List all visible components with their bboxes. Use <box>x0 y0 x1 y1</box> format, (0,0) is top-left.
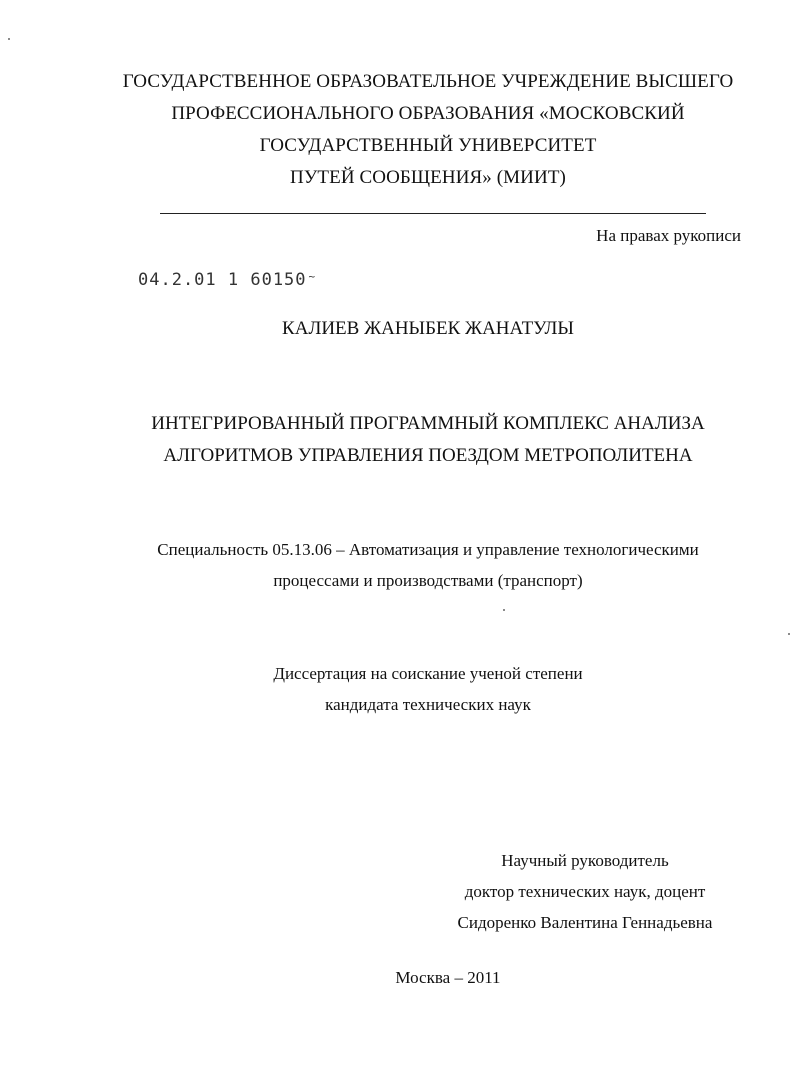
scan-speck <box>503 609 505 611</box>
supervisor-rank: доктор технических наук, доцент <box>464 882 706 901</box>
degree-block <box>0 658 794 720</box>
scan-speck <box>8 38 10 40</box>
stamp-code: 04.2.01 1 60150 <box>138 270 307 290</box>
degree-line-1: Диссертация на соискание ученой степени <box>273 664 583 683</box>
horizontal-rule <box>160 213 706 214</box>
dissertation-title <box>0 408 794 472</box>
institution-line-2: ПРОФЕССИОНАЛЬНОГО ОБРАЗОВАНИЯ «МОСКОВСКИЙ <box>171 103 685 124</box>
institution-heading <box>0 66 794 194</box>
title-line-1: ИНТЕГРИРОВАННЫЙ ПРОГРАММНЫЙ КОМПЛЕКС АНАЛИЗА <box>151 413 705 434</box>
supervisor-role: Научный руководитель <box>501 851 669 870</box>
specialty-block <box>0 534 794 596</box>
supervisor-block <box>420 845 750 938</box>
specialty-line-2: процессами и производствами (транспорт) <box>273 571 583 590</box>
city-year: Москва – 2011 <box>395 968 501 987</box>
title-line-2: АЛГОРИТМОВ УПРАВЛЕНИЯ ПОЕЗДОМ МЕТРОПОЛИТЕНА <box>163 445 693 466</box>
specialty-line-1: Специальность 05.13.06 – Автоматизация и управление технологическими <box>157 540 699 559</box>
institution-line-1: ГОСУДАРСТВЕННОЕ ОБРАЗОВАТЕЛЬНОЕ УЧРЕЖДЕНИЕ ВЫСШЕГО <box>122 71 734 92</box>
supervisor-name: Сидоренко Валентина Геннадьевна <box>457 913 713 932</box>
rights-note: На правах рукописи <box>596 226 741 245</box>
scan-speck <box>788 633 790 635</box>
degree-line-2: кандидата технических наук <box>325 695 531 714</box>
institution-line-3: ГОСУДАРСТВЕННЫЙ УНИВЕРСИТЕТ <box>259 135 597 156</box>
registration-stamp <box>138 270 316 290</box>
stamp-tick: ~ <box>308 270 317 283</box>
institution-line-4: ПУТЕЙ СООБЩЕНИЯ» (МИИТ) <box>290 167 566 188</box>
author-name: КАЛИЕВ ЖАНЫБЕК ЖАНАТУЛЫ <box>282 318 574 339</box>
